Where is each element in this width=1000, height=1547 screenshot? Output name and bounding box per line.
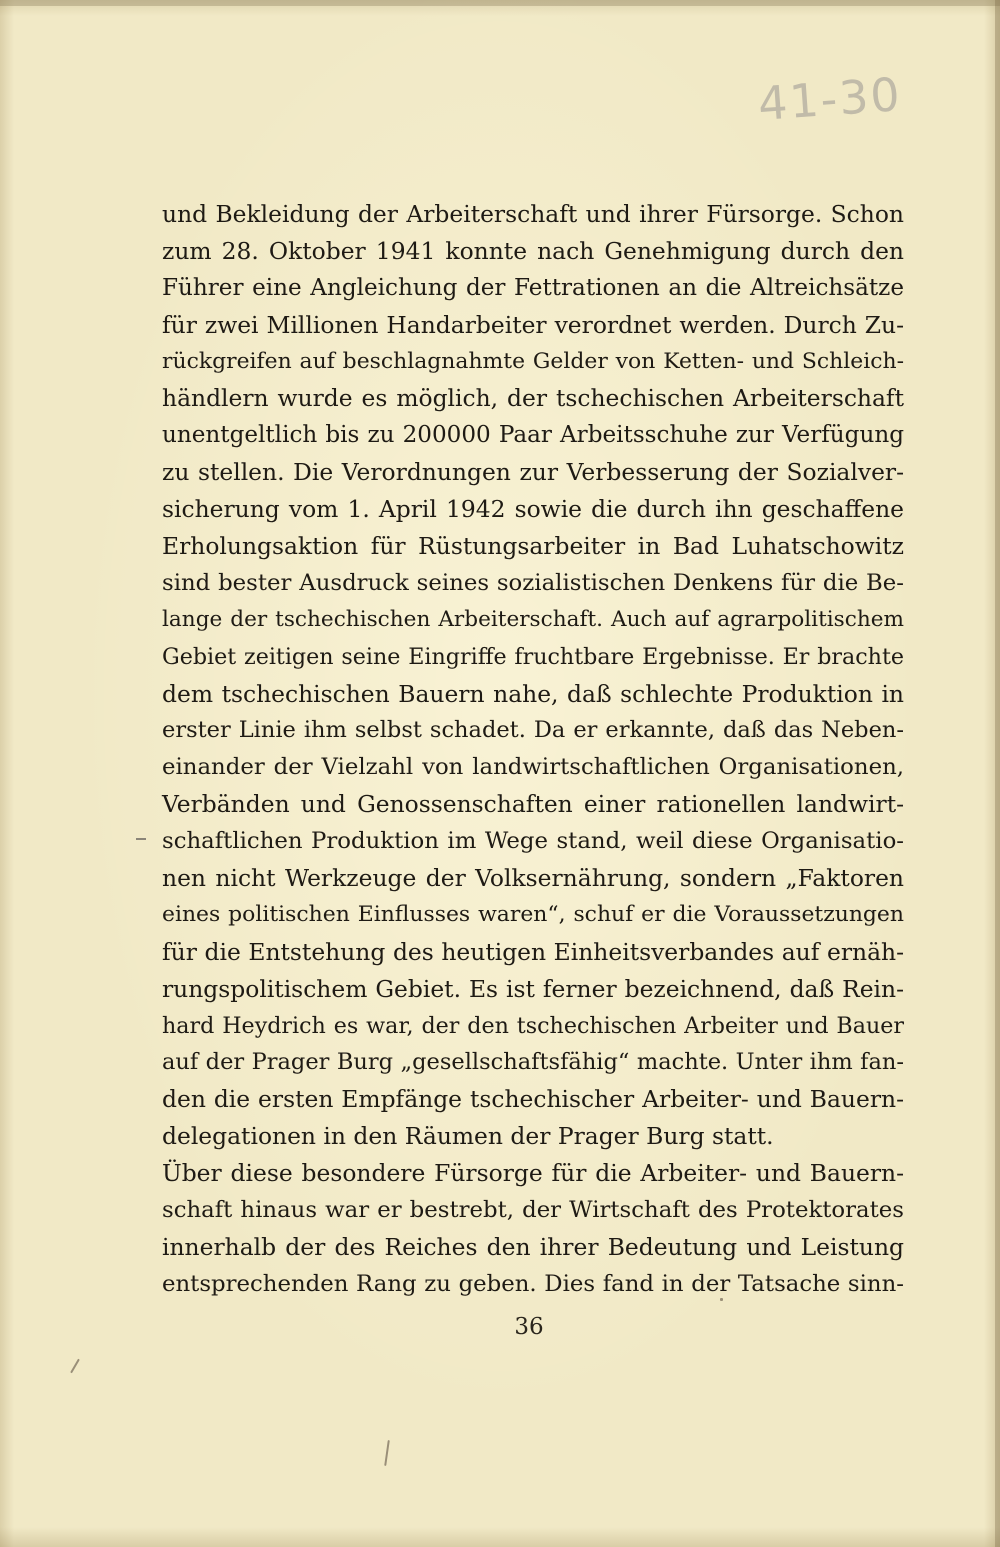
text-line: schaft hinaus war er bestrebt, der Wirtschaft des Protektorates — [162, 1197, 904, 1224]
text-line: zu stellen. Die Verordnungen zur Verbesserung der Sozialver- — [162, 458, 904, 487]
text-line: entsprechenden Rang zu geben. Dies fand in der Tatsache sinn- — [162, 1270, 904, 1297]
text-line: für zwei Millionen Handarbeiter verordnet werden. Durch Zu- — [162, 310, 904, 339]
text-line: Über diese besondere Fürsorge für die Arbeiter- und Bauern- — [162, 1159, 904, 1188]
text-line: erster Linie ihm selbst schadet. Da er erkannte, daß das Neben- — [162, 717, 904, 744]
text-line: hard Heydrich es war, der den tschechischen Arbeiter und Bauer — [162, 1012, 904, 1039]
text-line: sind bester Ausdruck seines sozialistischen Denkens für die Be- — [162, 569, 904, 596]
text-line: und Bekleidung der Arbeiterschaft und ihrer Fürsorge. Schon — [162, 200, 904, 228]
scan-edge-top — [0, 0, 1000, 6]
text-line: Führer eine Angleichung der Fettrationen an die Altreichsätze — [162, 274, 904, 301]
body-text — [162, 196, 904, 1303]
text-line: den die ersten Empfänge tschechischer Arbeiter- und Bauern- — [162, 1085, 904, 1114]
text-line: unentgeltlich bis zu 200000 Paar Arbeitsschuhe zur Verfügung — [162, 422, 904, 449]
text-line: händlern wurde es möglich, der tschechischen Arbeiterschaft — [162, 384, 904, 413]
text-line: einander der Vielzahl von landwirtschaftlichen Organisationen, — [162, 754, 904, 781]
text-line: rungspolitischem Gebiet. Es ist ferner bezeichnend, daß Rein- — [162, 974, 904, 1003]
text-line: Verbänden und Genossenschaften einer rationellen landwirt- — [162, 790, 904, 819]
text-line: für die Entstehung des heutigen Einheitsverbandes auf ernäh- — [162, 937, 904, 966]
text-line: eines politischen Einflusses waren“, schuf er die Voraussetzungen — [162, 901, 904, 927]
margin-mark — [136, 838, 146, 840]
text-line: lange der tschechischen Arbeiterschaft. Auch auf agrarpolitischem — [162, 606, 904, 632]
text-line: innerhalb der des Reiches den ihrer Bedeutung und Leistung — [162, 1232, 904, 1261]
text-line: nen nicht Werkzeuge der Volksernährung, sondern „Faktoren — [162, 864, 904, 893]
paper-fiber — [384, 1440, 390, 1466]
archive-number-pencil-mark: 41-30 — [756, 67, 904, 131]
text-line: auf der Prager Burg „gesellschaftsfähig“ machte. Unter ihm fan- — [162, 1049, 904, 1076]
text-line: schaftlichen Produktion im Wege stand, weil diese Organisatio- — [162, 828, 904, 855]
text-line: dem tschechischen Bauern nahe, daß schlechte Produktion in — [162, 679, 904, 708]
paragraph-end-line: delegationen in den Räumen der Prager Burg statt. — [162, 1122, 774, 1151]
text-line: rückgreifen auf beschlagnahmte Gelder von Ketten- und Schleich- — [162, 348, 904, 374]
paper-fiber — [70, 1359, 80, 1374]
page-number: 36 — [514, 1314, 544, 1340]
text-line: Gebiet zeitigen seine Eingriffe fruchtbare Ergebnisse. Er brachte — [162, 643, 904, 670]
text-line: sicherung vom 1. April 1942 sowie die durch ihn geschaffene — [162, 495, 904, 524]
text-line: Erholungsaktion für Rüstungsarbeiter in Bad Luhatschowitz — [162, 532, 904, 561]
text-line: zum 28. Oktober 1941 konnte nach Genehmigung durch den — [162, 236, 904, 265]
